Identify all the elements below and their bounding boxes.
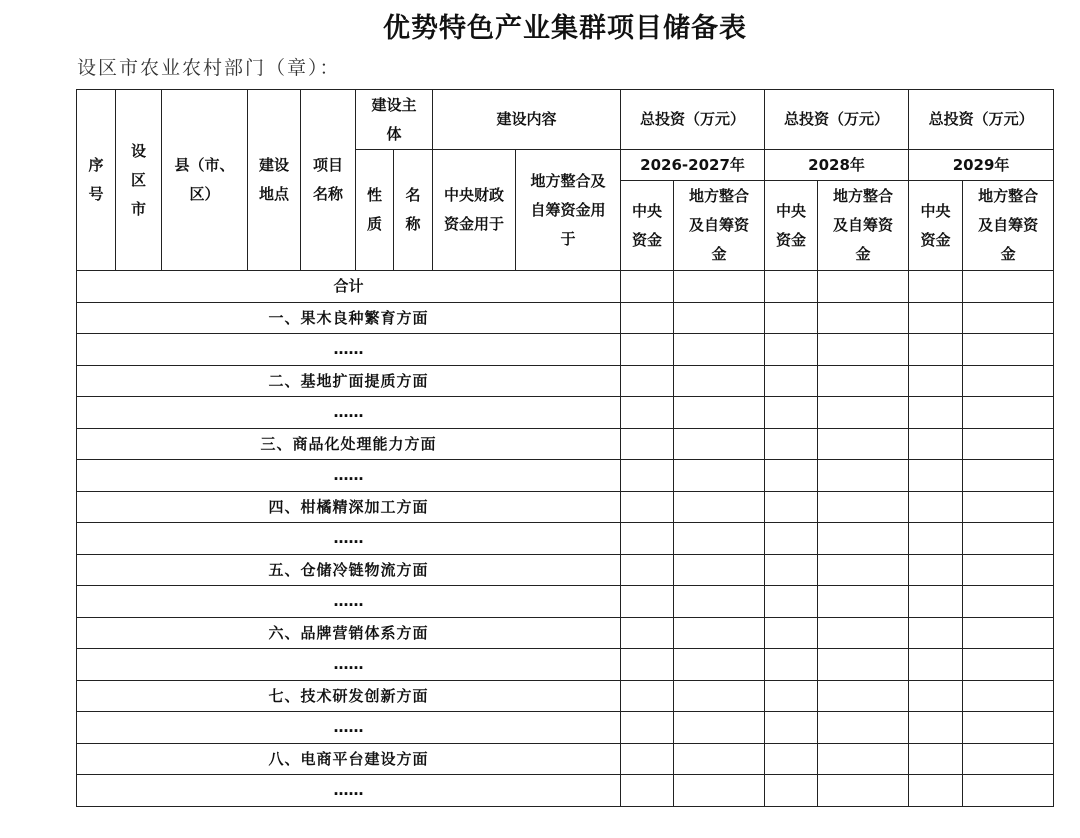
header-county: 县（市、 区） — [162, 90, 248, 271]
header-local-funds-3: 地方整合 及自筹资 金 — [963, 181, 1054, 271]
page-title: 优势特色产业集群项目储备表 — [383, 13, 747, 44]
table-row-category — [77, 429, 1054, 460]
total-label: 合计 — [77, 271, 621, 303]
header-total-investment-3: 总投资（万元） — [909, 90, 1054, 150]
header-location: 建设 地点 — [248, 90, 301, 271]
table-row-placeholder — [77, 775, 1054, 807]
header-year-2028: 2028年 — [765, 150, 909, 181]
table-row-category — [77, 744, 1054, 775]
ellipsis-label: …… — [77, 649, 621, 681]
header-local-funds-1: 地方整合 及自筹资 金 — [674, 181, 765, 271]
table-row-category — [77, 303, 1054, 334]
category-label: 八、电商平台建设方面 — [77, 744, 621, 775]
category-label: 四、柑橘精深加工方面 — [77, 492, 621, 523]
department-label: 设区市农业农村部门（章）： — [77, 57, 341, 79]
table-row-placeholder — [77, 586, 1054, 618]
header-central-funds-3: 中央 资金 — [909, 181, 963, 271]
header-entity: 建设主 体 — [356, 90, 433, 150]
ellipsis-label: …… — [77, 397, 621, 429]
table-row-category — [77, 492, 1054, 523]
ellipsis-label: …… — [77, 712, 621, 744]
ellipsis-label: …… — [77, 586, 621, 618]
header-seq: 序 号 — [77, 90, 116, 271]
table-row-placeholder — [77, 649, 1054, 681]
table-row-total — [77, 271, 1054, 303]
category-label: 五、仓储冷链物流方面 — [77, 555, 621, 586]
header-total-investment-2: 总投资（万元） — [765, 90, 909, 150]
header-local-funds-2: 地方整合 及自筹资 金 — [818, 181, 909, 271]
header-content-local: 地方整合及 自筹资金用 于 — [516, 150, 621, 271]
table-row-placeholder — [77, 712, 1054, 744]
header-project-name: 项目 名称 — [301, 90, 356, 271]
category-label: 三、商品化处理能力方面 — [77, 429, 621, 460]
table-row-category — [77, 618, 1054, 649]
ellipsis-label: …… — [77, 334, 621, 366]
header-entity-name: 名 称 — [394, 150, 433, 271]
header-city: 设 区 市 — [116, 90, 162, 271]
table-row-category — [77, 555, 1054, 586]
header-entity-nature: 性 质 — [356, 150, 394, 271]
header-content: 建设内容 — [433, 90, 621, 150]
table-row-placeholder — [77, 397, 1054, 429]
ellipsis-label: …… — [77, 460, 621, 492]
header-year-2026-2027: 2026-2027年 — [621, 150, 765, 181]
ellipsis-label: …… — [77, 523, 621, 555]
table-row-category — [77, 681, 1054, 712]
table-row-placeholder — [77, 523, 1054, 555]
table-row-placeholder — [77, 334, 1054, 366]
header-content-central: 中央财政 资金用于 — [433, 150, 516, 271]
header-central-funds-2: 中央 资金 — [765, 181, 818, 271]
category-label: 二、基地扩面提质方面 — [77, 366, 621, 397]
table-row-placeholder — [77, 460, 1054, 492]
table-row-category — [77, 366, 1054, 397]
project-reserve-table — [76, 89, 1054, 807]
category-label: 七、技术研发创新方面 — [77, 681, 621, 712]
ellipsis-label: …… — [77, 775, 621, 807]
category-label: 六、品牌营销体系方面 — [77, 618, 621, 649]
category-label: 一、果木良种繁育方面 — [77, 303, 621, 334]
header-central-funds-1: 中央 资金 — [621, 181, 674, 271]
header-total-investment-1: 总投资（万元） — [621, 90, 765, 150]
header-year-2029: 2029年 — [909, 150, 1054, 181]
